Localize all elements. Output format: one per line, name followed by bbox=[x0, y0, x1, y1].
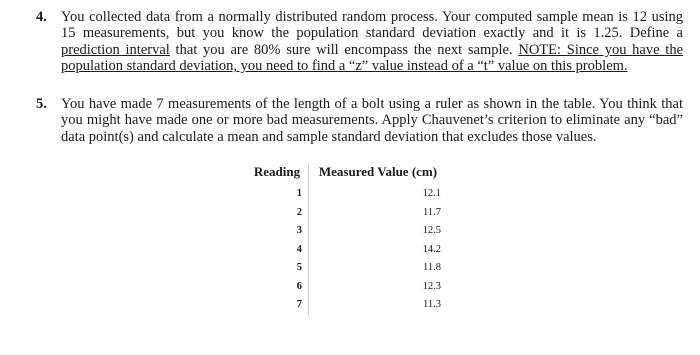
table-row bbox=[246, 204, 447, 223]
value-cell: 11.7 bbox=[423, 206, 441, 218]
problem-4-underlined-term: prediction interval bbox=[61, 41, 170, 58]
table-header-row bbox=[246, 163, 447, 185]
problem-4-number: 4. bbox=[36, 9, 47, 25]
table-row bbox=[246, 241, 447, 260]
table-row bbox=[246, 278, 447, 297]
table-row bbox=[246, 185, 447, 204]
value-cell: 12.3 bbox=[422, 280, 441, 292]
measurements-table bbox=[246, 163, 447, 315]
problem-5-text: You have made 7 measurements of the length of a bolt using a ruler as shown in the table. You think that you might have made one or more bad measurements. Apply Chauvenet’s criterion to eliminate any “bad” data point(s) and calculate a mean and sample standard deviation that excludes those values. bbox=[61, 96, 683, 145]
problem-4-text-mid: that you are 80% sure will encompass the next sample. bbox=[169, 41, 519, 58]
value-cell: 12.5 bbox=[422, 225, 441, 236]
reading-cell: 4 bbox=[246, 241, 309, 260]
value-cell: 11.3 bbox=[423, 299, 441, 310]
problem-4-text bbox=[61, 9, 683, 75]
table-row bbox=[246, 259, 447, 278]
problem-5-number: 5. bbox=[36, 96, 47, 112]
problem-4-note: NOTE: Since you have the population standard deviation, you need to find a “z” value instead of a “t” value on this problem. bbox=[61, 41, 684, 75]
reading-cell: 1 bbox=[246, 185, 309, 204]
value-cell: 11.8 bbox=[423, 262, 441, 273]
value-cell: 12.1 bbox=[422, 188, 441, 199]
reading-cell: 2 bbox=[246, 204, 309, 223]
reading-cell: 6 bbox=[246, 278, 309, 297]
header-reading: Reading bbox=[246, 163, 309, 185]
problem-4-text-plain: You collected data from a normally distributed random process. Your computed sample mean is 12 using 15 measurements, but you know the population standard deviation exactly and it is 1.25. Define a bbox=[61, 9, 683, 42]
table-row bbox=[246, 296, 447, 315]
reading-cell: 7 bbox=[246, 296, 309, 315]
reading-cell: 5 bbox=[246, 259, 309, 278]
reading-cell: 3 bbox=[246, 222, 309, 241]
table-row bbox=[246, 222, 447, 241]
value-cell: 14.2 bbox=[422, 243, 441, 255]
header-measured-value: Measured Value (cm) bbox=[318, 164, 438, 179]
